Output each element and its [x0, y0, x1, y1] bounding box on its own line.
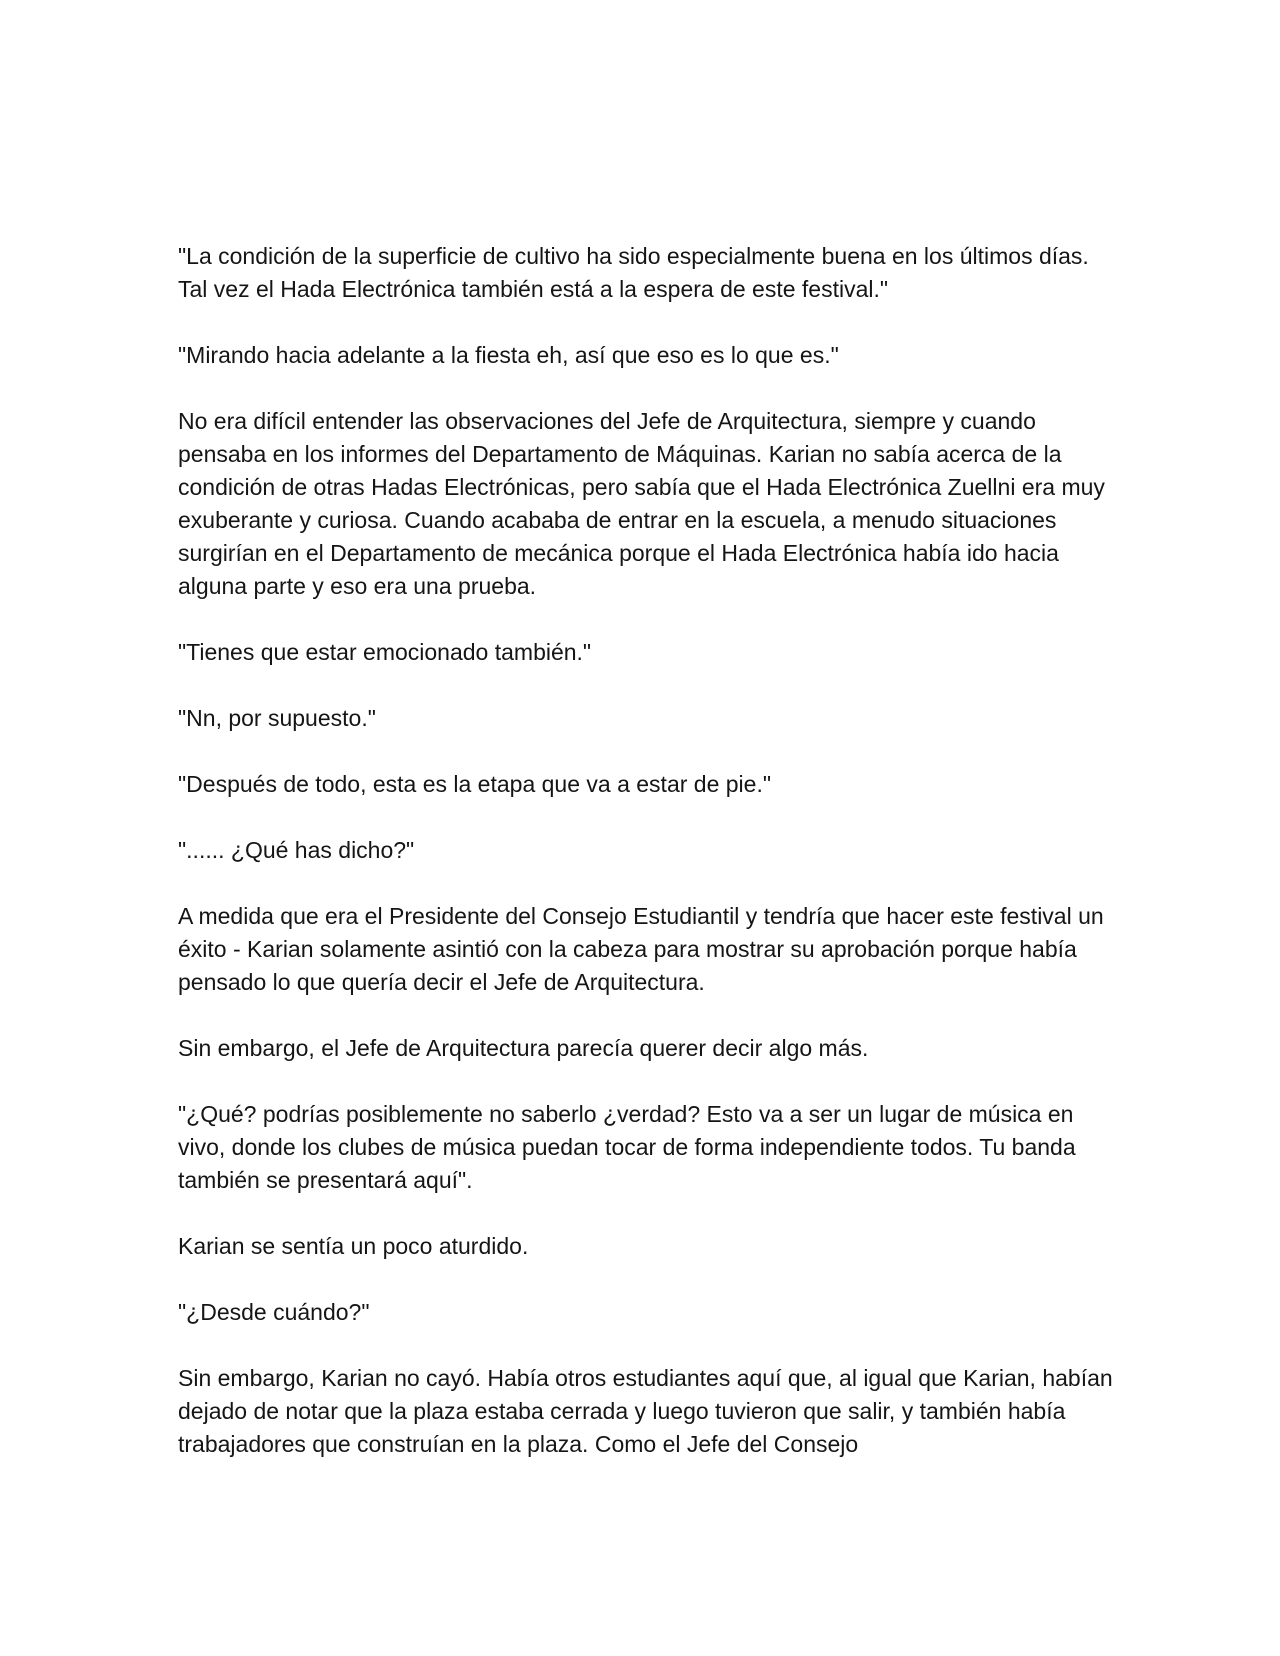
paragraph: "Nn, por supuesto.": [178, 705, 376, 731]
paragraph: "Tienes que estar emocionado también.": [178, 639, 592, 665]
paragraph: "¿Desde cuándo?": [178, 1299, 370, 1325]
paragraph: A medida que era el Presidente del Consejo Estudiantil y tendría que hacer este festival un éxito - Karian solamente asintió con la cabeza para mostrar su aprobación porque había pensado lo que quería decir el Jefe de Arquitectura.: [178, 903, 1104, 995]
paragraph: Sin embargo, Karian no cayó. Había otros estudiantes aquí que, al igual que Karian, habían dejado de notar que la plaza estaba cerrada y luego tuvieron que salir, y también había trabajadores que construían en la plaza. Como el Jefe del Consejo: [178, 1365, 1113, 1457]
paragraph: "...... ¿Qué has dicho?": [178, 837, 415, 863]
paragraph: No era difícil entender las observaciones del Jefe de Arquitectura, siempre y cuando pensaba en los informes del Departamento de Máquinas. Karian no sabía acerca de la condición de otras Hadas Electrónicas, pero sabía que el Hada Electrónica Zuellni era muy exuberante y curiosa. Cuando acababa de entrar en la escuela, a menudo situaciones surgirían en el Departamento de mecánica porque el Hada Electrónica había ido hacia alguna parte y eso era una prueba.: [178, 408, 1105, 599]
paragraph: Karian se sentía un poco aturdido.: [178, 1233, 529, 1259]
paragraph: "La condición de la superficie de cultivo ha sido especialmente buena en los últimos días. Tal vez el Hada Electrónica también está a la espera de este festival.": [178, 243, 1089, 302]
paragraph: Sin embargo, el Jefe de Arquitectura parecía querer decir algo más.: [178, 1035, 869, 1061]
paragraph: "¿Qué? podrías posiblemente no saberlo ¿verdad? Esto va a ser un lugar de música en vivo, donde los clubes de música puedan tocar de forma independiente todos. Tu banda también se presentará aquí".: [178, 1101, 1076, 1193]
paragraph: "Después de todo, esta es la etapa que va a estar de pie.": [178, 771, 772, 797]
document-body: [178, 240, 1118, 1461]
paragraph: "Mirando hacia adelante a la fiesta eh, así que eso es lo que es.": [178, 342, 839, 368]
